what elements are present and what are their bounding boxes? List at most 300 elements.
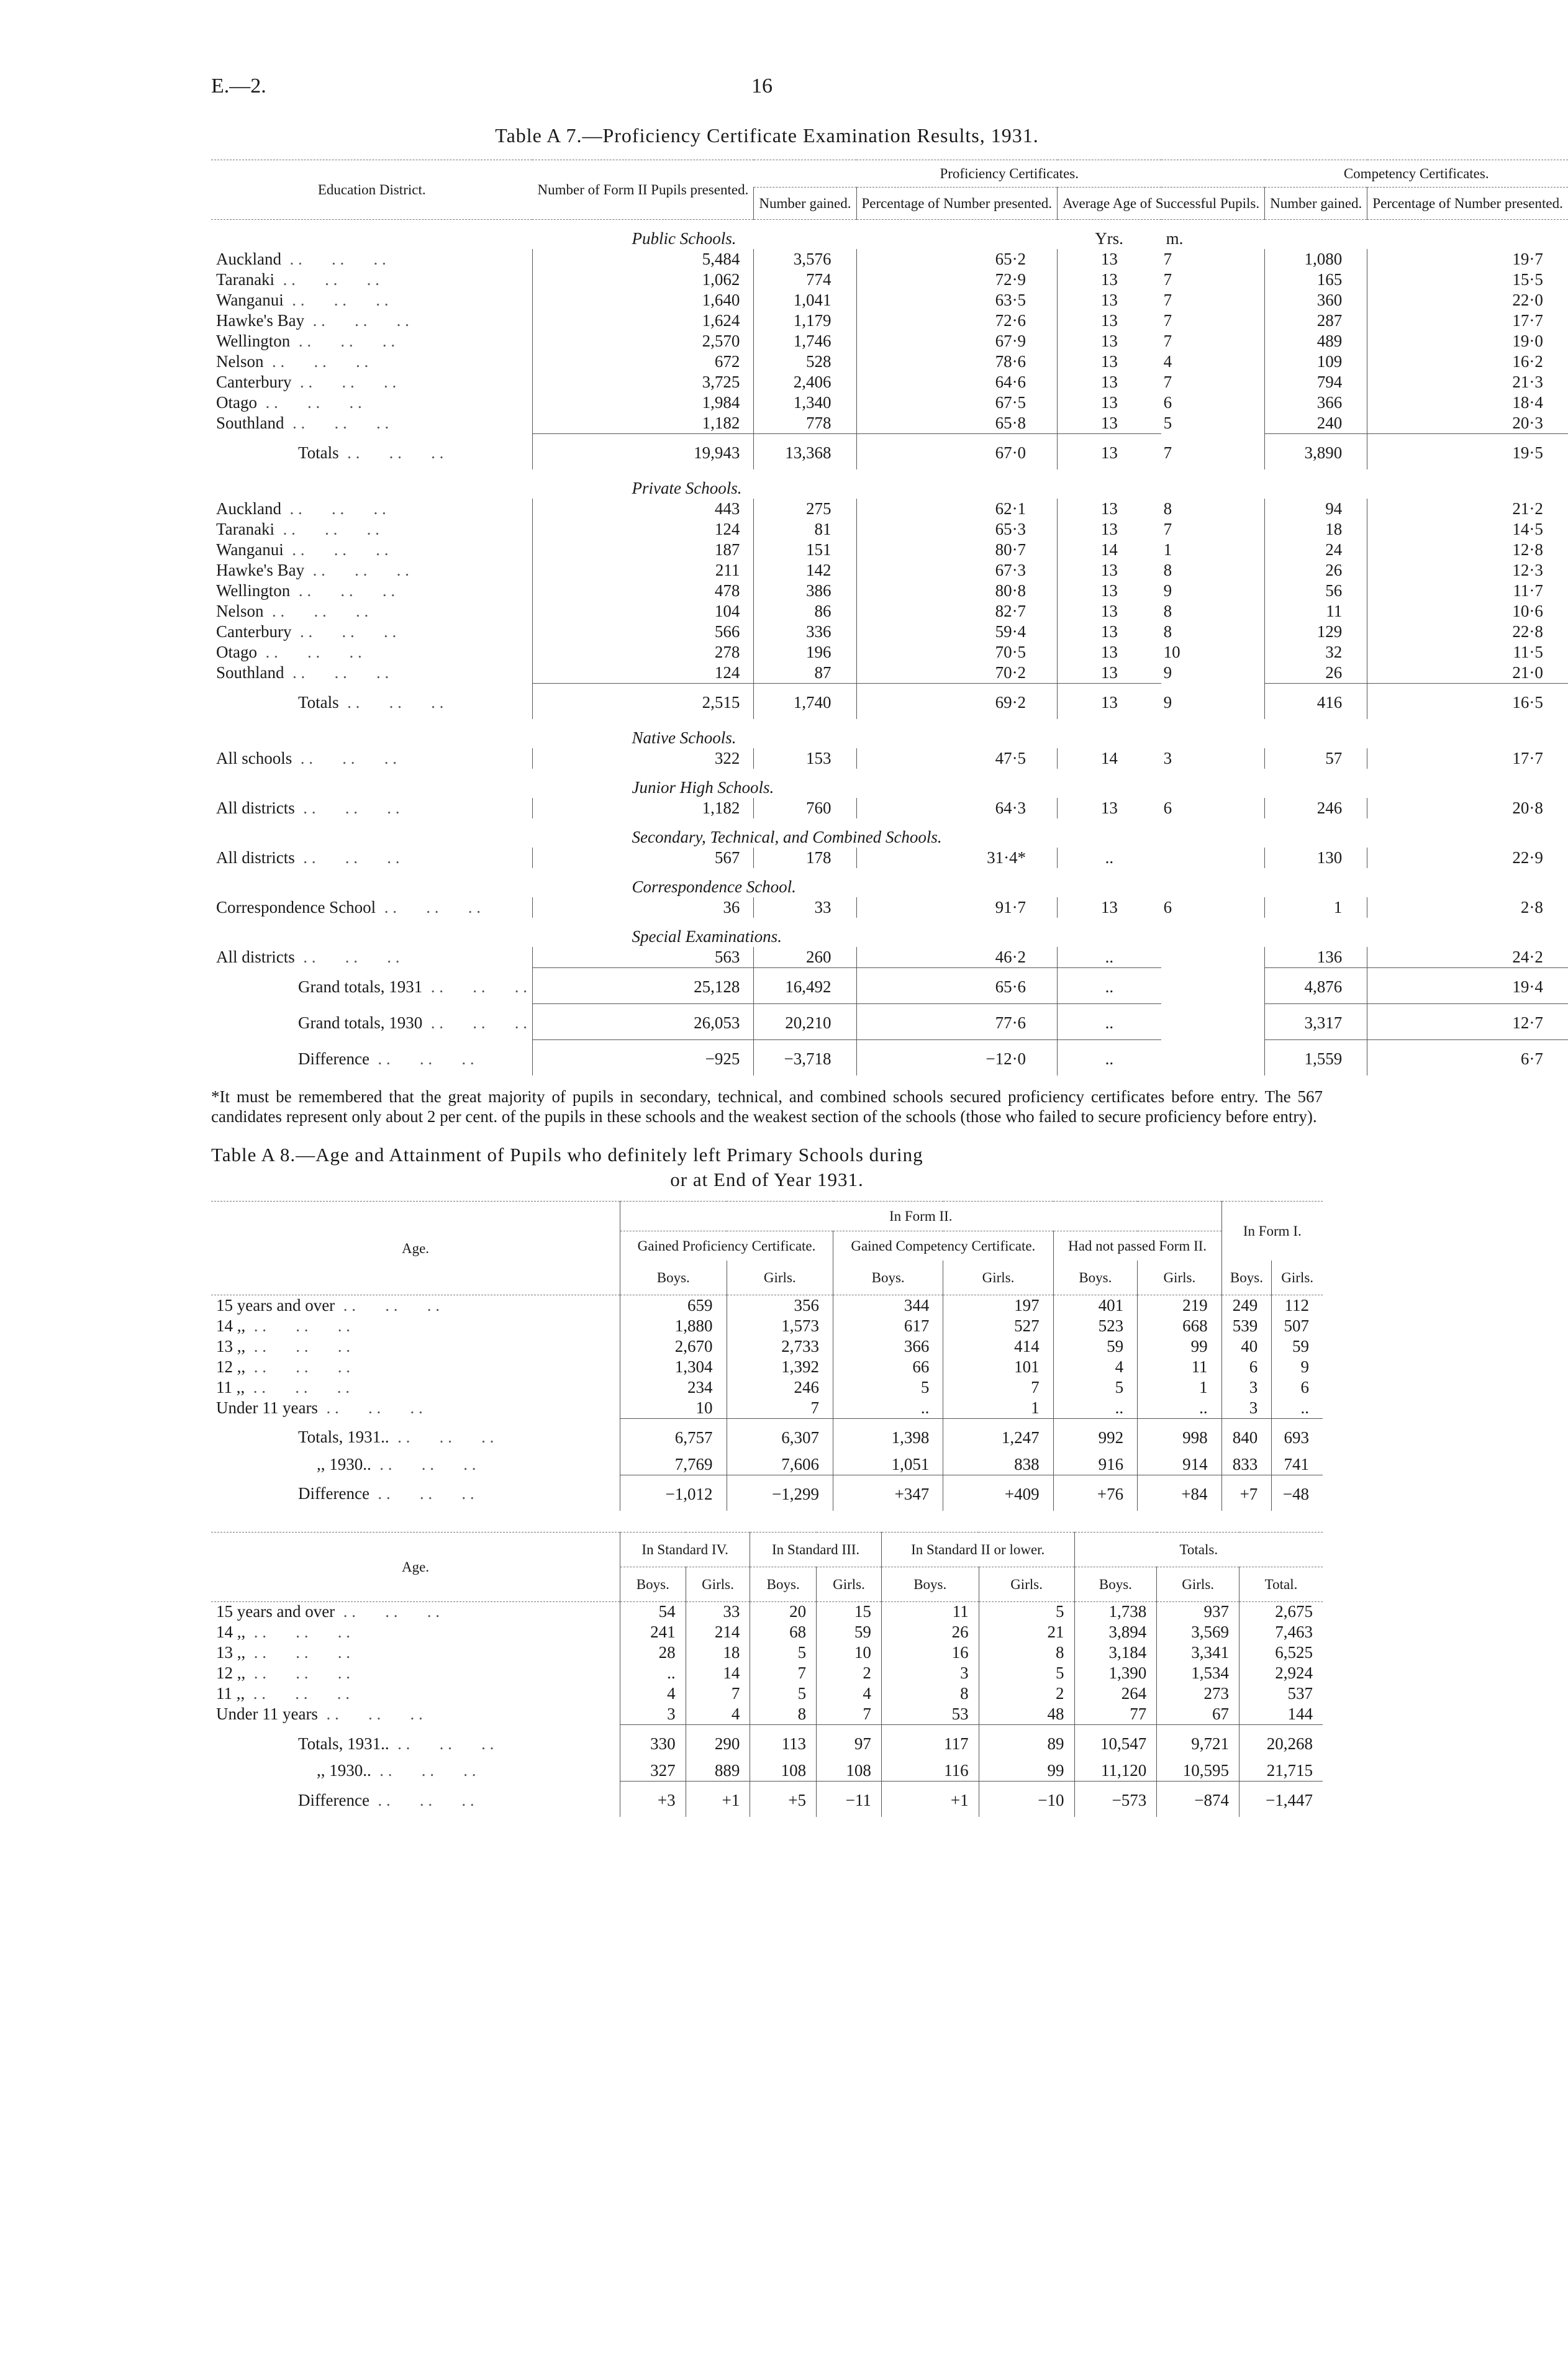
age-months-value: 1 xyxy=(1163,540,1172,559)
table-row xyxy=(211,1336,1323,1357)
count-value: 668 xyxy=(1138,1316,1221,1336)
comp-number-value: 94 xyxy=(1265,499,1367,519)
header-competency: Competency Certificates. xyxy=(1265,160,1568,188)
count-value: 1,390 xyxy=(1074,1663,1157,1683)
header-percentage: Percentage of Number presented. xyxy=(856,188,1058,220)
district-label: Canterbury . . xyxy=(211,622,532,642)
count-value: 7,769 xyxy=(620,1454,727,1475)
special-heading-row xyxy=(211,918,1568,947)
age-label: Difference . . xyxy=(211,1475,620,1511)
total-header: Total. xyxy=(1239,1567,1323,1601)
percentage-value: 69·2 xyxy=(856,684,1058,720)
count-value: 937 xyxy=(1157,1601,1239,1622)
percentage-value: 65·6 xyxy=(856,968,1058,1004)
age-label: Totals, 1931.. . . xyxy=(211,1418,620,1454)
comp-percentage-value: 20·8 xyxy=(1367,798,1568,818)
percentage-value: 64·6 xyxy=(856,372,1058,392)
gained-value: 151 xyxy=(754,540,856,560)
count-value: 54 xyxy=(620,1601,686,1622)
count-value: −11 xyxy=(817,1782,882,1818)
table-row xyxy=(211,1295,1323,1316)
count-value: 4 xyxy=(1053,1357,1137,1377)
comp-number-value: 130 xyxy=(1265,848,1367,868)
comp-number-value: 56 xyxy=(1265,581,1367,601)
age-years-value: 13 xyxy=(1058,499,1161,519)
comp-percentage-value: 22·9 xyxy=(1367,848,1568,868)
count-value: 112 xyxy=(1272,1295,1323,1316)
age-months-value xyxy=(1161,1004,1265,1040)
count-value: 59 xyxy=(1053,1336,1137,1357)
count-value: 144 xyxy=(1239,1704,1323,1725)
district-label: Otago . . xyxy=(211,392,532,413)
age-label: 15 years and over . . xyxy=(211,1295,620,1316)
count-value: 26 xyxy=(881,1622,979,1642)
count-value: 67 xyxy=(1157,1704,1239,1725)
presented-value: 567 xyxy=(532,848,753,868)
gained-value: −3,718 xyxy=(754,1040,856,1076)
district-label: Auckland . . xyxy=(211,499,532,519)
count-value: 889 xyxy=(686,1760,750,1782)
a8p2-header-totals: Totals. xyxy=(1074,1532,1323,1567)
age-months-value: 7 xyxy=(1163,291,1172,309)
special-heading: Special Examinations. xyxy=(632,927,782,946)
count-value: 2 xyxy=(817,1663,882,1683)
presented-value: 566 xyxy=(532,622,753,642)
district-label: Grand totals, 1930 . . xyxy=(211,1004,532,1040)
comp-percentage-value: 15·5 xyxy=(1367,269,1568,290)
count-value: 838 xyxy=(943,1454,1053,1475)
difference-row xyxy=(211,1782,1323,1818)
presented-value: 2,515 xyxy=(532,684,753,720)
boys-header: Boys. xyxy=(1074,1567,1157,1601)
gained-value: 3,576 xyxy=(754,249,856,269)
count-value: .. xyxy=(1272,1398,1323,1419)
gained-value: 142 xyxy=(754,560,856,581)
totals-row xyxy=(211,1454,1323,1475)
district-label: Nelson . . xyxy=(211,601,532,622)
count-value: 539 xyxy=(1221,1316,1272,1336)
table-row xyxy=(211,560,1568,581)
percentage-value: 67·5 xyxy=(856,392,1058,413)
age-years-value: 13 xyxy=(1058,897,1161,918)
percentage-value: 65·3 xyxy=(856,519,1058,540)
private-heading-row xyxy=(211,469,1568,499)
count-value: 8 xyxy=(979,1642,1074,1663)
table-row xyxy=(211,499,1568,519)
count-value: 241 xyxy=(620,1622,686,1642)
count-value: 11,120 xyxy=(1074,1760,1157,1782)
age-years-value: 13 xyxy=(1058,601,1161,622)
age-months-value: 6 xyxy=(1163,898,1172,917)
header-district: Education District. xyxy=(317,182,426,197)
age-years-value: 13 xyxy=(1058,372,1161,392)
age-label: 11 ,, . . xyxy=(211,1683,620,1704)
age-months-value: 7 xyxy=(1163,250,1172,268)
presented-value: 124 xyxy=(532,519,753,540)
district-label: All districts . . xyxy=(211,947,532,968)
spacer xyxy=(211,818,532,848)
comp-number-value: 1 xyxy=(1265,897,1367,918)
comp-number-value: 1,080 xyxy=(1265,249,1367,269)
age-years-value: .. xyxy=(1058,848,1161,868)
header-proficiency: Proficiency Certificates. xyxy=(754,160,1265,188)
header-average-age: Average Age of Successful Pupils. xyxy=(1058,188,1265,220)
girls-header: Girls. xyxy=(943,1261,1053,1295)
district-label: Taranaki . . xyxy=(211,269,532,290)
count-value: 1,304 xyxy=(620,1357,727,1377)
age-label: Under 11 years . . xyxy=(211,1398,620,1419)
percentage-value: 67·3 xyxy=(856,560,1058,581)
comp-number-value: 240 xyxy=(1265,413,1367,434)
a8p2-header-std4: In Standard IV. xyxy=(620,1532,750,1567)
count-value: 108 xyxy=(750,1760,817,1782)
table-row xyxy=(211,413,1568,434)
presented-value: 672 xyxy=(532,351,753,372)
spacer xyxy=(211,719,532,748)
district-label: Totals . . xyxy=(211,434,532,470)
count-value: 5 xyxy=(750,1683,817,1704)
count-value: 7,463 xyxy=(1239,1622,1323,1642)
presented-value: 443 xyxy=(532,499,753,519)
count-value: 3 xyxy=(881,1663,979,1683)
comp-number-value: 366 xyxy=(1265,392,1367,413)
special-row xyxy=(211,947,1568,968)
age-years-value: 13 xyxy=(1058,642,1161,663)
district-label: Wanganui . . xyxy=(211,540,532,560)
age-years-value: .. xyxy=(1058,947,1161,968)
count-value: 10 xyxy=(620,1398,727,1419)
district-label: All districts . . xyxy=(211,798,532,818)
age-label: 12 ,, . . xyxy=(211,1357,620,1377)
presented-value: 25,128 xyxy=(532,968,753,1004)
age-years-value: 13 xyxy=(1058,519,1161,540)
percentage-value: 67·0 xyxy=(856,434,1058,470)
count-value: 327 xyxy=(620,1760,686,1782)
gained-value: 528 xyxy=(754,351,856,372)
comp-percentage-value: 19·5 xyxy=(1367,434,1568,470)
table-row xyxy=(211,1683,1323,1704)
table-row xyxy=(211,663,1568,684)
gained-value: 13,368 xyxy=(754,434,856,470)
district-label: Wellington . . xyxy=(211,331,532,351)
count-value: 998 xyxy=(1138,1418,1221,1454)
spacer xyxy=(211,469,532,499)
count-value: 5 xyxy=(1053,1377,1137,1398)
comp-percentage-value: 21·3 xyxy=(1367,372,1568,392)
age-months-value: 7 xyxy=(1163,373,1172,391)
count-value: 523 xyxy=(1053,1316,1137,1336)
count-value: 693 xyxy=(1272,1418,1323,1454)
count-value: −573 xyxy=(1074,1782,1157,1818)
girls-header: Girls. xyxy=(1157,1567,1239,1601)
years-unit: Yrs. xyxy=(1095,229,1123,248)
count-value: 6,757 xyxy=(620,1418,727,1454)
count-value: +1 xyxy=(686,1782,750,1818)
district-label: Wellington . . xyxy=(211,581,532,601)
page-code: E.—2. xyxy=(211,75,266,97)
district-label: Hawke's Bay . . xyxy=(211,560,532,581)
spacer xyxy=(211,769,532,798)
count-value: 916 xyxy=(1053,1454,1137,1475)
a8p1-header-gained-comp: Gained Competency Certificate. xyxy=(833,1231,1054,1261)
count-value: 28 xyxy=(620,1642,686,1663)
boys-header: Boys. xyxy=(750,1567,817,1601)
comp-percentage-value: 6·7 xyxy=(1367,1040,1568,1076)
age-label: 13 ,, . . xyxy=(211,1642,620,1663)
gained-value: 1,041 xyxy=(754,290,856,310)
age-months-value: 7 xyxy=(1163,311,1172,330)
comp-percentage-value: 16·2 xyxy=(1367,351,1568,372)
count-value: 7 xyxy=(943,1377,1053,1398)
table-row xyxy=(211,1377,1323,1398)
correspondence-heading-row xyxy=(211,868,1568,897)
presented-value: 36 xyxy=(532,897,753,918)
totals-row xyxy=(211,1418,1323,1454)
footnote: *It must be remembered that the great majority of pupils in secondary, technical, and combined schools secured proficiency certificates before entry. The 567 candidates represent only about 2 per cent. of the pupils in these schools and the weakest section of the schools (those who failed to secure proficiency before entry). xyxy=(211,1087,1323,1126)
comp-percentage-value: 12·8 xyxy=(1367,540,1568,560)
count-value: 1,880 xyxy=(620,1316,727,1336)
junior-heading: Junior High Schools. xyxy=(632,778,774,797)
count-value: 1 xyxy=(1138,1377,1221,1398)
count-value: .. xyxy=(833,1398,943,1419)
gained-value: 336 xyxy=(754,622,856,642)
count-value: 833 xyxy=(1221,1454,1272,1475)
presented-value: 19,943 xyxy=(532,434,753,470)
table-a8-part1 xyxy=(211,1201,1323,1511)
count-value: 3 xyxy=(620,1704,686,1725)
grand-row xyxy=(211,1040,1568,1076)
age-months-value xyxy=(1161,848,1265,868)
count-value: 741 xyxy=(1272,1454,1323,1475)
comp-percentage-value: 12·7 xyxy=(1367,1004,1568,1040)
count-value: 14 xyxy=(686,1663,750,1683)
count-value: 344 xyxy=(833,1295,943,1316)
totals-row xyxy=(211,1725,1323,1761)
a8p1-header-form1: In Form I. xyxy=(1221,1202,1323,1261)
age-label: Difference . . xyxy=(211,1782,620,1818)
count-value: 5 xyxy=(979,1663,1074,1683)
age-label: Totals, 1931.. . . xyxy=(211,1725,620,1761)
presented-value: 211 xyxy=(532,560,753,581)
count-value: 1,534 xyxy=(1157,1663,1239,1683)
percentage-value: 70·2 xyxy=(856,663,1058,684)
gained-value: 178 xyxy=(754,848,856,868)
count-value: 1,398 xyxy=(833,1418,943,1454)
presented-value: −925 xyxy=(532,1040,753,1076)
age-months-value: 5 xyxy=(1163,414,1172,433)
gained-value: 16,492 xyxy=(754,968,856,1004)
presented-value: 563 xyxy=(532,947,753,968)
age-months-value: 8 xyxy=(1163,622,1172,641)
percentage-value: 63·5 xyxy=(856,290,1058,310)
count-value: 59 xyxy=(817,1622,882,1642)
presented-value: 1,182 xyxy=(532,413,753,434)
count-value: 249 xyxy=(1221,1295,1272,1316)
count-value: 5 xyxy=(750,1642,817,1663)
age-years-value: 13 xyxy=(1058,798,1161,818)
percentage-value: 82·7 xyxy=(856,601,1058,622)
comp-number-value: 26 xyxy=(1265,560,1367,581)
a8p1-header-not-passed: Had not passed Form II. xyxy=(1053,1231,1221,1261)
district-label: Canterbury . . xyxy=(211,372,532,392)
count-value: +347 xyxy=(833,1475,943,1511)
count-value: 7 xyxy=(750,1663,817,1683)
table-a8-part2 xyxy=(211,1532,1323,1818)
count-value: 11 xyxy=(1138,1357,1221,1377)
presented-value: 104 xyxy=(532,601,753,622)
count-value: 10,595 xyxy=(1157,1760,1239,1782)
running-head xyxy=(211,75,1323,112)
comp-percentage-value: 14·5 xyxy=(1367,519,1568,540)
count-value: 6 xyxy=(1221,1357,1272,1377)
percentage-value: 80·8 xyxy=(856,581,1058,601)
table-row xyxy=(211,1622,1323,1642)
girls-header: Girls. xyxy=(979,1567,1074,1601)
presented-value: 1,182 xyxy=(532,798,753,818)
district-label: All schools . . xyxy=(211,748,532,769)
page xyxy=(211,75,1563,1817)
count-value: 1,051 xyxy=(833,1454,943,1475)
count-value: −1,447 xyxy=(1239,1782,1323,1818)
percentage-value: 80·7 xyxy=(856,540,1058,560)
count-value: .. xyxy=(1053,1398,1137,1419)
district-label: Totals . . xyxy=(211,684,532,720)
gained-value: 86 xyxy=(754,601,856,622)
age-years-value: 13 xyxy=(1058,310,1161,331)
presented-value: 1,640 xyxy=(532,290,753,310)
table-row xyxy=(211,249,1568,269)
totals-row xyxy=(211,684,1568,720)
district-label: Nelson . . xyxy=(211,351,532,372)
count-value: 3,894 xyxy=(1074,1622,1157,1642)
age-months-value: 10 xyxy=(1163,643,1181,661)
comp-percentage-value: 20·3 xyxy=(1367,413,1568,434)
boys-header: Boys. xyxy=(620,1567,686,1601)
age-months-value: 7 xyxy=(1163,270,1172,289)
gained-value: 774 xyxy=(754,269,856,290)
count-value: 214 xyxy=(686,1622,750,1642)
count-value: +84 xyxy=(1138,1475,1221,1511)
count-value: 992 xyxy=(1053,1418,1137,1454)
header-comp-number: Number gained. xyxy=(1265,188,1367,220)
gained-value: 196 xyxy=(754,642,856,663)
table-row xyxy=(211,290,1568,310)
count-value: −874 xyxy=(1157,1782,1239,1818)
age-months-value xyxy=(1161,1040,1265,1076)
table-a8-title-line2: or at End of Year 1931. xyxy=(670,1169,864,1190)
comp-percentage-value: 22·8 xyxy=(1367,622,1568,642)
presented-value: 187 xyxy=(532,540,753,560)
count-value: −48 xyxy=(1272,1475,1323,1511)
months-unit: m. xyxy=(1166,229,1184,248)
percentage-value: 77·6 xyxy=(856,1004,1058,1040)
count-value: 246 xyxy=(727,1377,833,1398)
a8p2-header-std3: In Standard III. xyxy=(750,1532,882,1567)
comp-percentage-value: 10·6 xyxy=(1367,601,1568,622)
boys-header: Boys. xyxy=(1221,1261,1272,1295)
count-value: 3 xyxy=(1221,1398,1272,1419)
count-value: 3,341 xyxy=(1157,1642,1239,1663)
presented-value: 124 xyxy=(532,663,753,684)
count-value: +5 xyxy=(750,1782,817,1818)
percentage-value: 65·8 xyxy=(856,413,1058,434)
count-value: 11 xyxy=(881,1601,979,1622)
presented-value: 1,624 xyxy=(532,310,753,331)
count-value: −10 xyxy=(979,1782,1074,1818)
count-value: 264 xyxy=(1074,1683,1157,1704)
comp-percentage-value: 16·5 xyxy=(1367,684,1568,720)
table-row xyxy=(211,581,1568,601)
presented-value: 26,053 xyxy=(532,1004,753,1040)
table-a8-title xyxy=(211,1143,1323,1192)
age-label: 13 ,, . . xyxy=(211,1336,620,1357)
count-value: 20 xyxy=(750,1601,817,1622)
gained-value: 153 xyxy=(754,748,856,769)
percentage-value: 70·5 xyxy=(856,642,1058,663)
count-value: 9 xyxy=(1272,1357,1323,1377)
count-value: 2 xyxy=(979,1683,1074,1704)
count-value: 3,569 xyxy=(1157,1622,1239,1642)
correspondence-row xyxy=(211,897,1568,918)
count-value: +409 xyxy=(943,1475,1053,1511)
percentage-value: 78·6 xyxy=(856,351,1058,372)
count-value: +7 xyxy=(1221,1475,1272,1511)
gained-value: 260 xyxy=(754,947,856,968)
native-row xyxy=(211,748,1568,769)
percentage-value: 72·6 xyxy=(856,310,1058,331)
count-value: .. xyxy=(1138,1398,1221,1419)
gained-value: 1,179 xyxy=(754,310,856,331)
secondary-row xyxy=(211,848,1568,868)
count-value: 507 xyxy=(1272,1316,1323,1336)
count-value: 7 xyxy=(817,1704,882,1725)
count-value: 1,573 xyxy=(727,1316,833,1336)
table-row xyxy=(211,1642,1323,1663)
count-value: 97 xyxy=(817,1725,882,1761)
gained-value: 778 xyxy=(754,413,856,434)
count-value: 1 xyxy=(943,1398,1053,1419)
age-years-value: 14 xyxy=(1058,540,1161,560)
table-row xyxy=(211,269,1568,290)
table-a7 xyxy=(211,160,1568,1075)
district-label: Grand totals, 1931 . . xyxy=(211,968,532,1004)
age-years-value: 13 xyxy=(1058,249,1161,269)
count-value: +3 xyxy=(620,1782,686,1818)
comp-number-value: 26 xyxy=(1265,663,1367,684)
gained-value: 760 xyxy=(754,798,856,818)
girls-header: Girls. xyxy=(817,1567,882,1601)
age-months-value: 8 xyxy=(1163,602,1172,620)
age-years-value: 13 xyxy=(1058,434,1161,470)
count-value: 113 xyxy=(750,1725,817,1761)
count-value: 3 xyxy=(1221,1377,1272,1398)
comp-number-value: 360 xyxy=(1265,290,1367,310)
count-value: 77 xyxy=(1074,1704,1157,1725)
count-value: 659 xyxy=(620,1295,727,1316)
table-row xyxy=(211,331,1568,351)
comp-percentage-value: 24·2 xyxy=(1367,947,1568,968)
grand-row xyxy=(211,1004,1568,1040)
presented-value: 1,062 xyxy=(532,269,753,290)
table-row xyxy=(211,1704,1323,1725)
count-value: 5 xyxy=(979,1601,1074,1622)
age-months-value: 4 xyxy=(1163,352,1172,371)
girls-header: Girls. xyxy=(1138,1261,1221,1295)
age-months-value: 6 xyxy=(1163,393,1172,412)
count-value: 366 xyxy=(833,1336,943,1357)
boys-header: Boys. xyxy=(881,1567,979,1601)
percentage-value: 91·7 xyxy=(856,897,1058,918)
